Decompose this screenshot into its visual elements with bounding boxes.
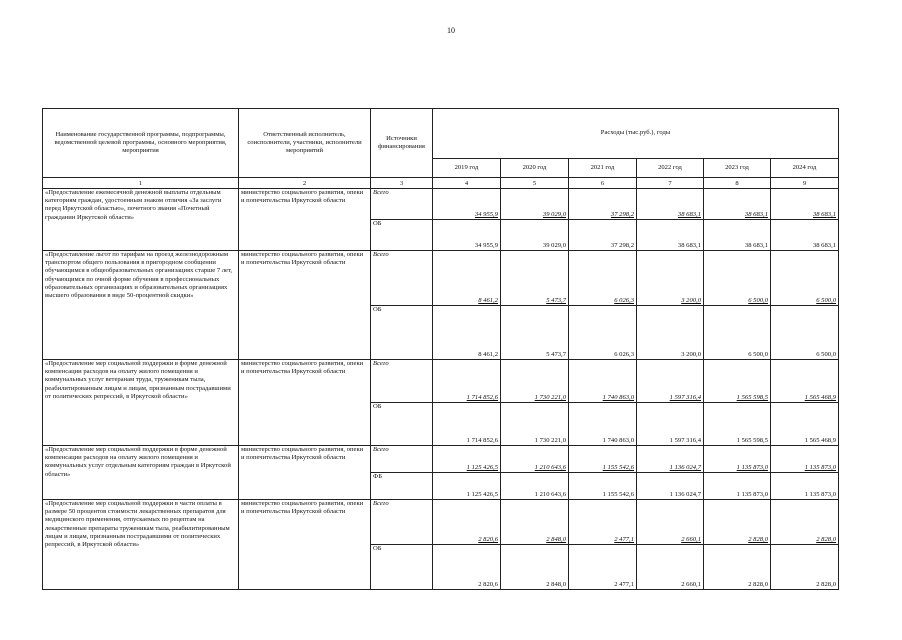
source-value: 39 029,0: [501, 220, 569, 251]
total-value: 2 660,1: [637, 500, 704, 545]
source-value: 1 210 643,6: [501, 473, 569, 500]
program-name: «Предоставление ежемесячной денежной выплаты отдельным категориям граждан, удостоенным знаком отличия «За заслуги перед Иркутской областью», почетного звания «Почетный гражданин Иркутской области»: [43, 189, 239, 251]
header-year: 2019 год: [433, 159, 501, 178]
source-value: 1 135 873,0: [704, 473, 771, 500]
column-number: 9: [771, 178, 839, 189]
total-value: 1 730 221,0: [501, 360, 569, 403]
source-value: 2 477,1: [569, 545, 637, 590]
program-name: «Предоставление льгот по тарифам на проезд железнодорожным транспортом общего пользования в пригородном сообщении обучающимся в общеобразовательных организациях старше 7 лет, обучающимся по очной форме обучения в профессиональных образовательных организациях и образовательных организациях высшего образования в виде 50-процентной скидки»: [43, 251, 239, 360]
total-value: 38 683,1: [704, 189, 771, 220]
source-value: 1 565 468,9: [771, 403, 839, 446]
header-year: 2021 год: [569, 159, 637, 178]
total-value: 5 473,7: [501, 251, 569, 306]
source-value: 38 683,1: [704, 220, 771, 251]
total-value: 34 955,9: [433, 189, 501, 220]
total-value: 2 848,0: [501, 500, 569, 545]
source-value: 37 298,2: [569, 220, 637, 251]
source-label: ОБ: [371, 306, 433, 360]
source-value: 1 714 852,6: [433, 403, 501, 446]
source-total-label: Всего: [371, 251, 433, 306]
header-year: 2022 год: [637, 159, 704, 178]
source-value: 6 026,3: [569, 306, 637, 360]
source-value: 38 683,1: [637, 220, 704, 251]
total-value: 1 135 873,0: [771, 446, 839, 473]
total-value: 1 565 598,5: [704, 360, 771, 403]
total-value: 1 565 468,9: [771, 360, 839, 403]
header-source: Источники финансирования: [371, 109, 433, 178]
total-value: 1 125 426,5: [433, 446, 501, 473]
source-value: 6 500,0: [704, 306, 771, 360]
financing-table: [42, 108, 839, 590]
source-value: 2 848,0: [501, 545, 569, 590]
header-name: Наименование государственной программы, подпрограммы, ведомственной целевой программы, основного мероприятия, мероприятия: [43, 109, 239, 178]
total-value: 1 740 863,0: [569, 360, 637, 403]
total-value: 37 298,2: [569, 189, 637, 220]
total-value: 2 828,0: [771, 500, 839, 545]
source-value: 5 473,7: [501, 306, 569, 360]
total-value: 1 714 852,6: [433, 360, 501, 403]
page-number: 10: [447, 26, 455, 35]
table-row: [43, 189, 839, 220]
total-value: 6 026,3: [569, 251, 637, 306]
table-row: [43, 360, 839, 403]
table-row: [43, 446, 839, 473]
program-name: «Предоставление мер социальной поддержки в форме денежной компенсации расходов на оплату жилого помещения и коммунальных услуг ветеранам труда, труженикам тыла, реабилитированным лицам и лицам, признанным пострадавшими от политических репрессий, в Иркутской области»: [43, 360, 239, 446]
source-total-label: Всего: [371, 446, 433, 473]
source-value: 2 660,1: [637, 545, 704, 590]
total-value: 1 135 873,0: [704, 446, 771, 473]
total-value: 6 500,0: [704, 251, 771, 306]
source-label: ОБ: [371, 220, 433, 251]
column-number: 5: [501, 178, 569, 189]
total-value: 3 200,0: [637, 251, 704, 306]
total-value: 2 820,6: [433, 500, 501, 545]
source-value: 1 155 542,6: [569, 473, 637, 500]
total-value: 1 155 542,6: [569, 446, 637, 473]
column-number: 3: [371, 178, 433, 189]
column-number: 6: [569, 178, 637, 189]
source-total-label: Всего: [371, 360, 433, 403]
column-number: 1: [43, 178, 239, 189]
executor: министерство социального развития, опеки и попечительства Иркутской области: [239, 360, 371, 446]
column-number: 4: [433, 178, 501, 189]
source-value: 1 740 863,0: [569, 403, 637, 446]
source-total-label: Всего: [371, 189, 433, 220]
source-value: 38 683,1: [771, 220, 839, 251]
source-value: 1 125 426,5: [433, 473, 501, 500]
source-value: 2 820,6: [433, 545, 501, 590]
total-value: 39 029,0: [501, 189, 569, 220]
source-label: ОБ: [371, 545, 433, 590]
total-value: 6 500,0: [771, 251, 839, 306]
source-label: ФБ: [371, 473, 433, 500]
header-year: 2024 год: [771, 159, 839, 178]
source-value: 1 135 873,0: [771, 473, 839, 500]
total-value: 38 683,1: [637, 189, 704, 220]
header-expenses: Расходы (тыс.руб.), годы: [433, 109, 839, 159]
total-value: 1 136 024,7: [637, 446, 704, 473]
total-value: 2 477,1: [569, 500, 637, 545]
source-value: 8 461,2: [433, 306, 501, 360]
column-number: 7: [637, 178, 704, 189]
column-number: 2: [239, 178, 371, 189]
total-value: 2 828,0: [704, 500, 771, 545]
source-value: 1 597 316,4: [637, 403, 704, 446]
total-value: 1 597 316,4: [637, 360, 704, 403]
total-value: 1 210 643,6: [501, 446, 569, 473]
source-label: ОБ: [371, 403, 433, 446]
source-value: 34 955,9: [433, 220, 501, 251]
program-name: «Предоставление мер социальной поддержки в части оплаты в размере 50 процентов стоимости лекарственных препаратов для медицинского применения, отпускаемых по рецептам на лекарственные препараты труженикам тыла, реабилитированным лицам и лицам, признанным пострадавшими от политических репрессий, в Иркутской области»: [43, 500, 239, 590]
table-row: [43, 500, 839, 545]
column-number: 8: [704, 178, 771, 189]
source-value: 3 200,0: [637, 306, 704, 360]
total-value: 38 683,1: [771, 189, 839, 220]
source-value: 2 828,0: [771, 545, 839, 590]
source-total-label: Всего: [371, 500, 433, 545]
header-year: 2020 год: [501, 159, 569, 178]
source-value: 1 136 024,7: [637, 473, 704, 500]
executor: министерство социального развития, опеки и попечительства Иркутской области: [239, 500, 371, 590]
source-value: 1 565 598,5: [704, 403, 771, 446]
header-executor: Ответственный исполнитель, соисполнители, участники, исполнители мероприятий: [239, 109, 371, 178]
executor: министерство социального развития, опеки и попечительства Иркутской области: [239, 446, 371, 500]
program-name: «Предоставление мер социальной поддержки в форме денежной компенсации расходов на оплату жилого помещения и коммунальных услуг отдельным категориям граждан в Иркутской области»: [43, 446, 239, 500]
total-value: 8 461,2: [433, 251, 501, 306]
header-year: 2023 год: [704, 159, 771, 178]
executor: министерство социального развития, опеки и попечительства Иркутской области: [239, 189, 371, 251]
source-value: 1 730 221,0: [501, 403, 569, 446]
source-value: 2 828,0: [704, 545, 771, 590]
source-value: 6 500,0: [771, 306, 839, 360]
executor: министерство социального развития, опеки и попечительства Иркутской области: [239, 251, 371, 360]
table-row: [43, 251, 839, 306]
